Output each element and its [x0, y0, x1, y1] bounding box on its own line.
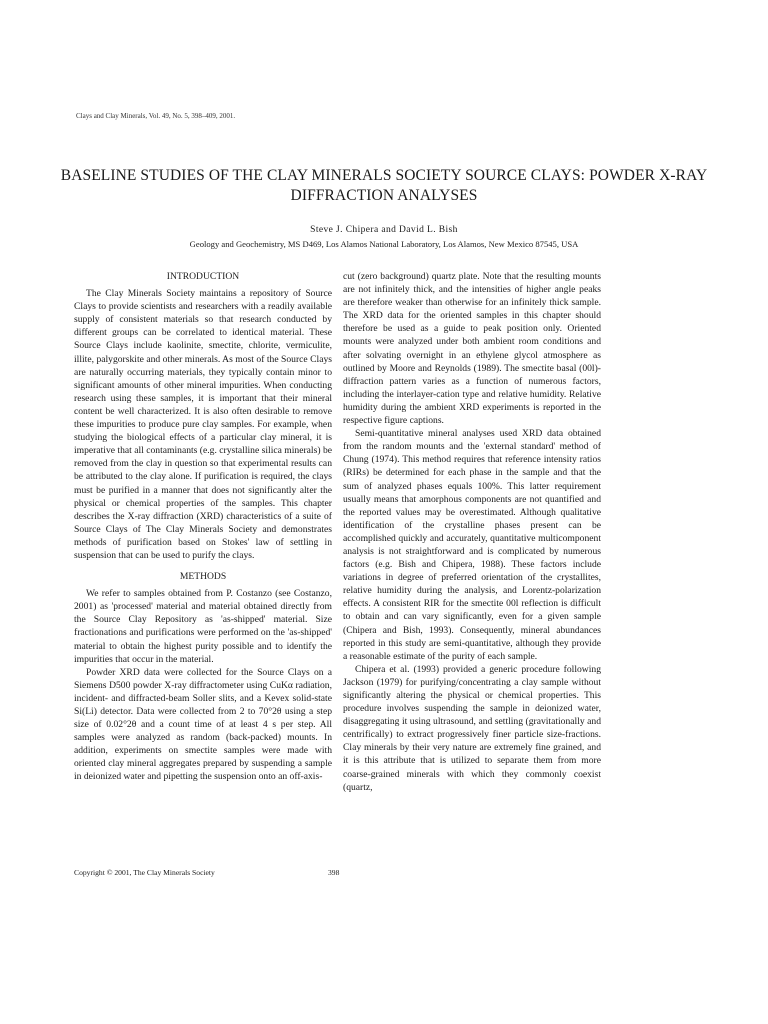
copyright-notice: Copyright © 2001, The Clay Minerals Society [74, 868, 215, 877]
paper-title: BASELINE STUDIES OF THE CLAY MINERALS SOCIETY SOURCE CLAYS: POWDER X-RAY DIFFRACTION ANALYSES [60, 167, 708, 204]
paragraph: Chipera et al. (1993) provided a generic procedure following Jackson (1979) for purifying/concentrating a clay sample without significantly altering the physical or chemical properties. This procedure involves suspending the sample in deionized water, disaggregating it using ultrasound, and settling (gravitationally and centrifically) to extract progressively finer particle size-fractions. Clay minerals by their very nature are extremely fine grained, and it is this attribute that is utilized to separate them from more coarse-grained minerals with which they commonly coexist (quartz, [343, 663, 601, 793]
left-column [74, 270, 332, 784]
page-number: 398 [328, 868, 340, 877]
paragraph: Powder XRD data were collected for the Source Clays on a Siemens D500 powder X-ray diffractometer using CuKα radiation, incident- and diffracted-beam Soller slits, and a Kevex solid-state Si(Li) detector. Data were collected from 2 to 70°2θ using a step size of 0.02°2θ and a count time of at least 4 s per step. All samples were analyzed as random (back-packed) mounts. In addition, experiments on smectite samples were made with oriented clay mineral aggregates prepared by suspending a sample in deionized water and pipetting the suspension onto an off-axis- [74, 666, 332, 783]
paragraph: Semi-quantitative mineral analyses used XRD data obtained from the random mounts and the 'external standard' method of Chung (1974). This method requires that reference intensity ratios (RIRs) be determined for each phase in the sample and that the sum of analyzed phases equals 100%. This latter requirement usually means that amorphous components are not quantified and the reported values may be overestimated. Although qualitative identification of the crystalline phases present can be accomplished quickly and accurately, quantitative multicomponent analysis is not straightforward and is complicated by numerous factors (e.g. Bish and Chipera, 1988). These factors include variations in degree of preferred orientation of the crystallites, relative humidity during the analysis, and Lorentz-polarization effects. A consistent RIR for the smectite 00l reflection is difficult to obtain and can vary significantly, even for a given sample (Chipera and Bish, 1993). Consequently, mineral abundances reported in this study are semi-quantitative, although they provide a reasonable estimate of the purity of each sample. [343, 428, 601, 662]
right-column [343, 270, 601, 794]
authors: Steve J. Chipera and David L. Bish [310, 225, 458, 235]
affiliation: Geology and Geochemistry, MS D469, Los Alamos National Laboratory, Los Alamos, New Mexico 87545, USA [189, 239, 579, 249]
journal-reference: Clays and Clay Minerals, Vol. 49, No. 5, 398–409, 2001. [76, 112, 236, 120]
paragraph: The Clay Minerals Society maintains a repository of Source Clays to provide scientists and researchers with a readily available supply of consistent materials so that research conducted by different groups can be correlated to identical material. These Source Clays include kaolinite, smectite, chlorite, vermiculite, illite, palygorskite and other minerals. As most of the Source Clays are naturally occurring materials, they typically contain minor to significant amounts of other mineral impurities. When conducting research using these samples, it is important that their mineral content be well characterized. It is also often desirable to remove these impurities to produce pure clay samples. For example, when studying the biological effects of a particular clay mineral, it is imperative that all contaminants (e.g. crystalline silica minerals) be removed from the clay in question so that experimental results can be attributed to the clay alone. If purification is required, the clays must be purified in a manner that does not significantly alter the physical or chemical properties of the samples. This chapter describes the X-ray diffraction (XRD) characteristics of a suite of Source Clays of The Clay Minerals Society and demonstrates methods of purification based on Stokes' law of settling in suspension that can be used to purify the clays. [74, 288, 332, 561]
paragraph: cut (zero background) quartz plate. Note that the resulting mounts are not infinitely thick, and the intensities of higher angle peaks are therefore weaker than otherwise for an infinitely thick sample. The XRD data for the oriented samples in this chapter should therefore be used as a guide to peak position only. Oriented mounts were analyzed under both ambient room conditions and after solvating overnight in an ethylene glycol atmosphere as outlined by Moore and Reynolds (1989). The smectite basal (00l)-diffraction pattern varies as a function of numerous factors, including the interlayer-cation type and relative humidity. Relative humidity during the ambient XRD experiments is reported in the respective figure captions. [343, 271, 601, 427]
paragraph: We refer to samples obtained from P. Costanzo (see Costanzo, 2001) as 'processed' material and material obtained directly from the Source Clay Repository as 'as-shipped' material. Size fractionations and purifications were performed on the 'as-shipped' material to obtain the highest purity possible and to identify the impurities that occur in the material. [74, 588, 332, 665]
section-heading-introduction: INTRODUCTION [166, 271, 240, 282]
section-heading-methods: METHODS [179, 571, 227, 583]
